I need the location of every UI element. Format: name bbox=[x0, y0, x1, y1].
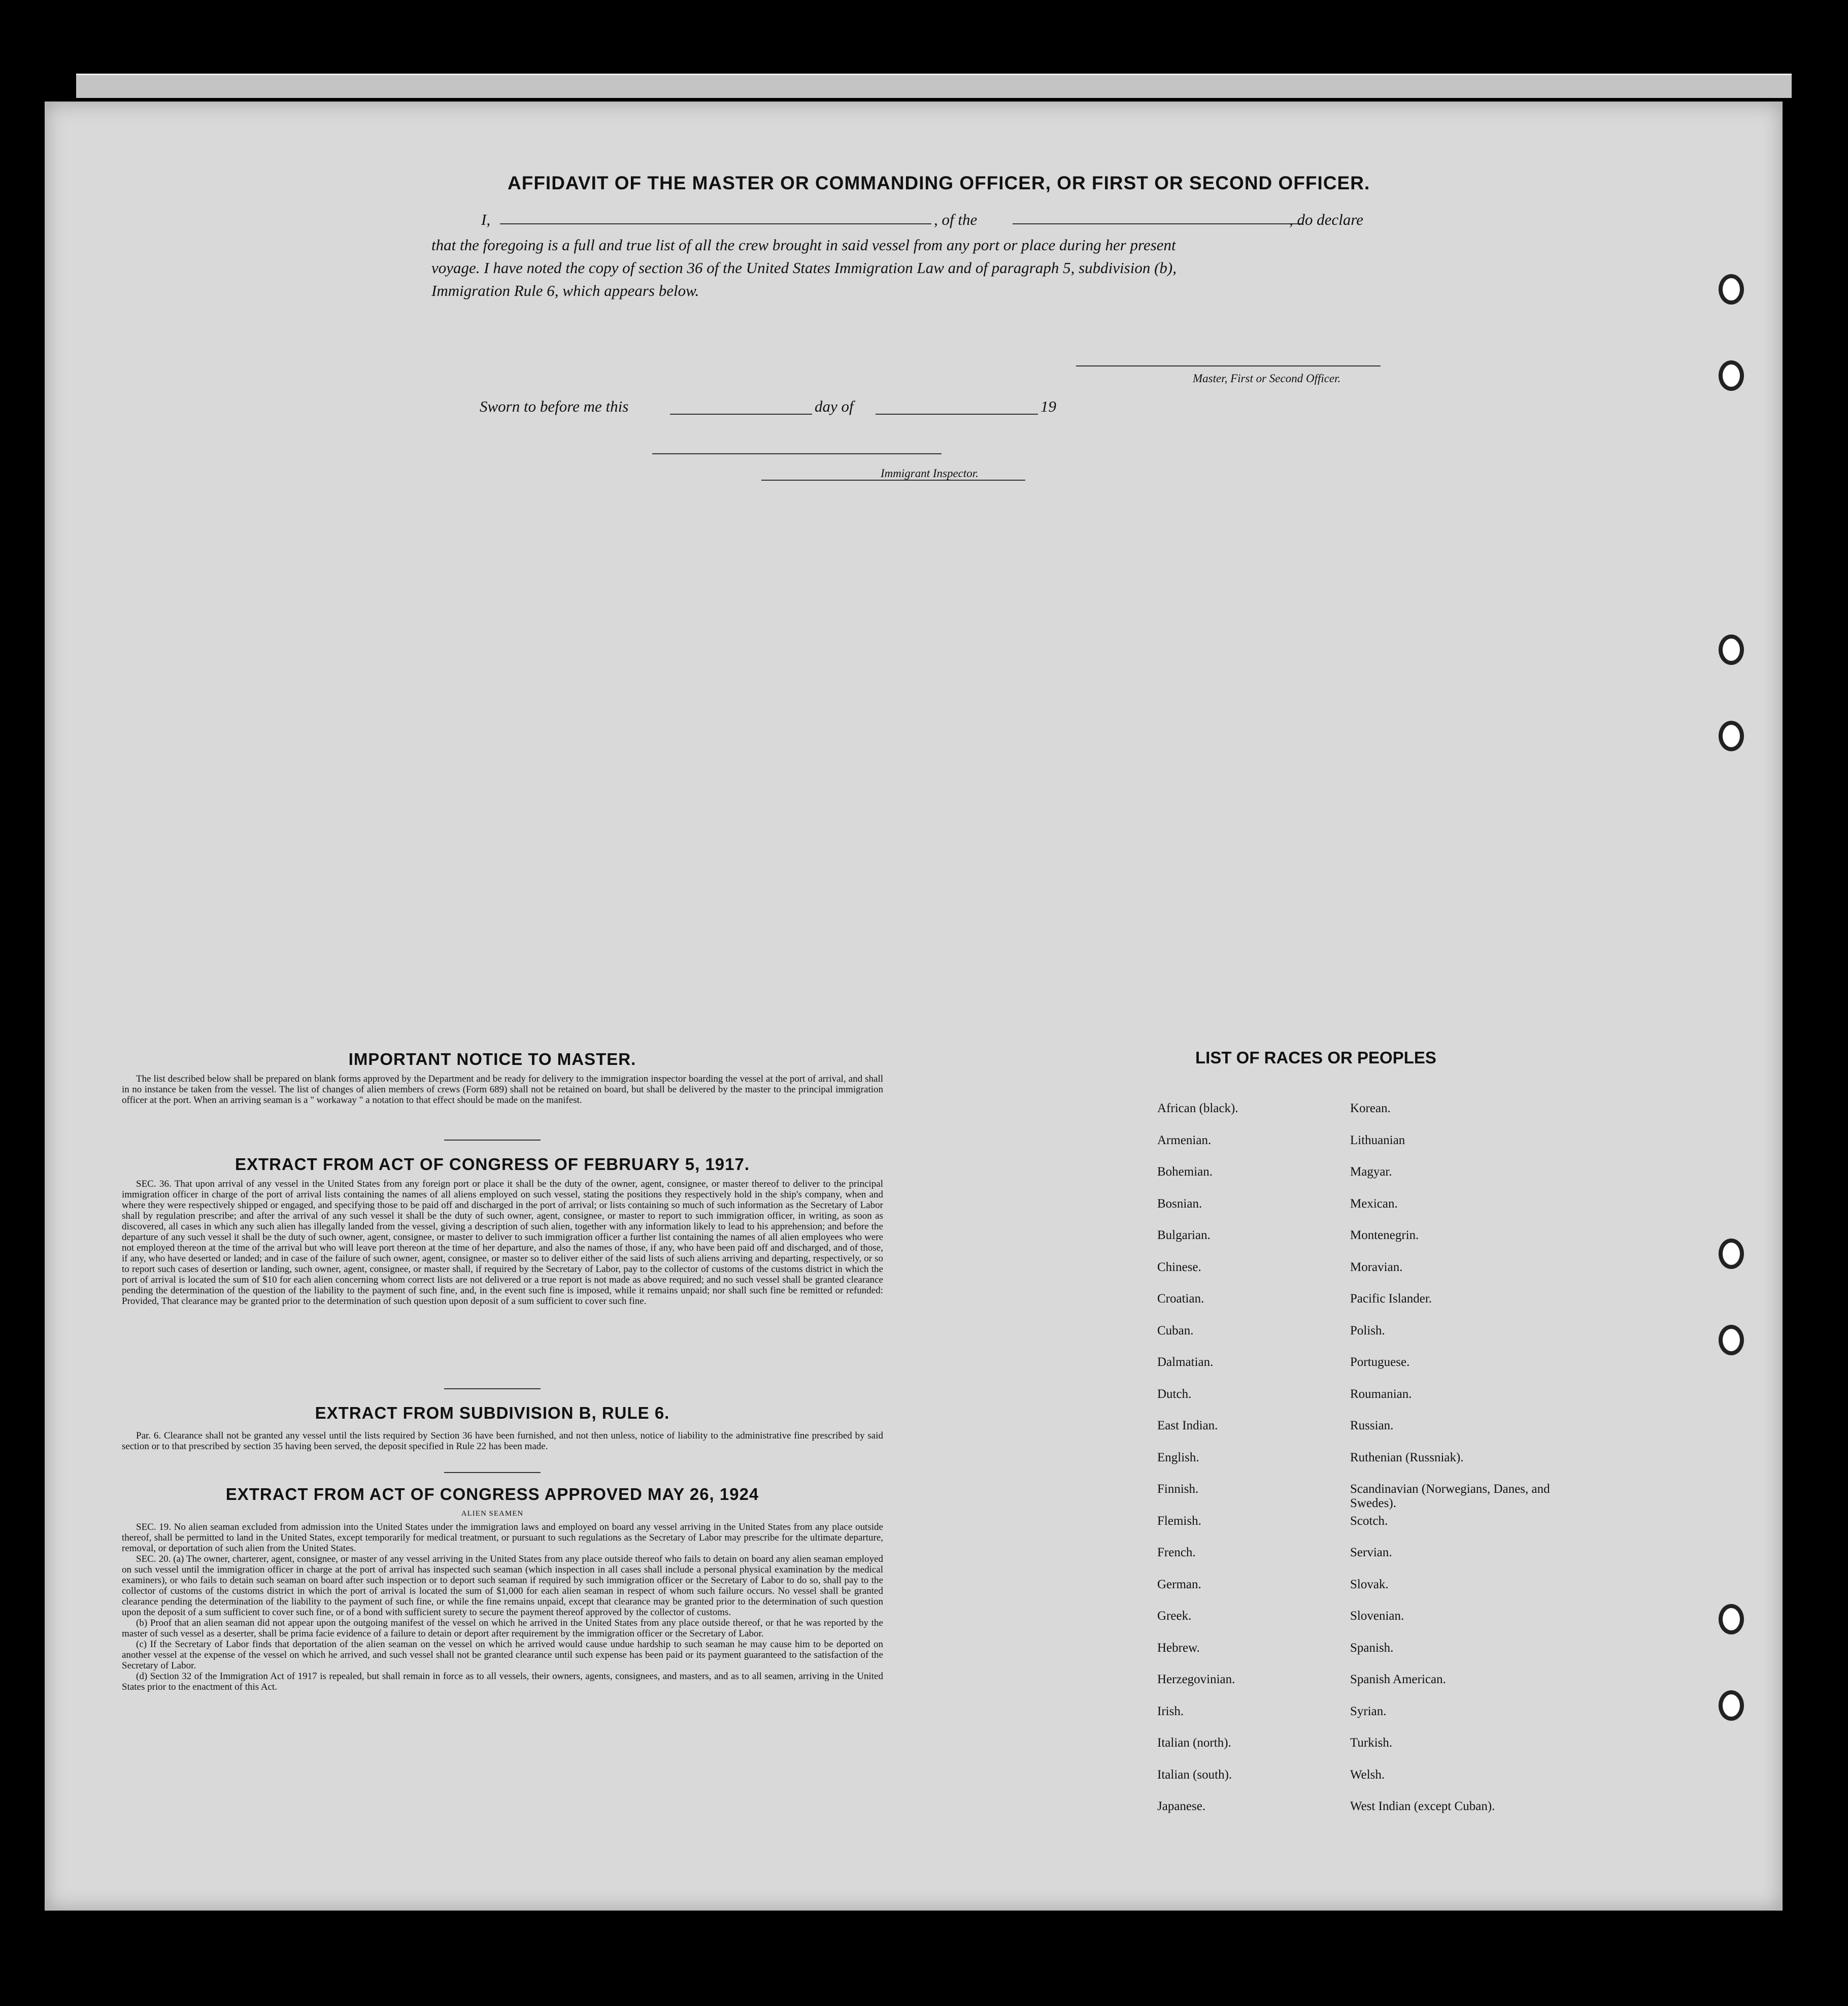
race-item: Spanish. bbox=[1350, 1641, 1394, 1655]
race-item: East Indian. bbox=[1157, 1419, 1218, 1432]
races-list-left bbox=[1157, 1101, 1340, 1831]
race-item: Korean. bbox=[1350, 1101, 1391, 1115]
extract-1917-text bbox=[122, 1179, 883, 1307]
race-item: Magyar. bbox=[1350, 1165, 1392, 1179]
extract-1917-paragraph: SEC. 36. That upon arrival of any vessel in the United States from any foreign port or place it shall be the duty of the owner, agent, consignee, or master thereof to deliver to the principal immigration officer in charge of the port of arrival lists containing the names of all aliens employed on such vessel, stating the positions they respectively hold in the ship's company, when and where they were respectively shipped or engaged, and specifying those to be paid off and discharged in the port of arrival; or lists containing so much of such information as the Secretary of Labor shall by regulation prescribe; and after the arrival of any such vessel it shall be the duty of such owner, agent, consignee, or master to report to such immigration officer, in writing, as soon as discovered, all cases in which any such alien has illegally landed from the vessel, giving a description of such alien, together with any information likely to lead to his apprehension; and before the departure of any such vessel it shall be the duty of such owner, agent, consignee, or master to deliver to such immigration officer a further list containing the names of all alien employees who were not employed thereon at the time of the arrival but who will leave port thereon at the time of her departure, and also the names of those, if any, who have been paid off and discharged, and of those, if any, who have deserted or landed; and in case of the failure of such owner, agent, consignee, or master so to deliver either of the said lists of such aliens arriving and departing, respectively, or so to report such cases of desertion or landing, such owner, agent, consignee, or master shall, if required by the Secretary of Labor, pay to the collector of customs of the customs district in which the port of arrival is located the sum of $10 for each alien concerning whom correct lists are not delivered or a true report is not made as above required; and no such vessel shall be granted clearance pending the determination of the question of the liability to the payment of such fine, and, in the event such fine is imposed, while it remains unpaid; nor shall such fine be remitted or refunded: Provided, That clearance may be granted prior to the determination of such question upon deposit of a sum sufficient to cover such fine. bbox=[122, 1179, 883, 1307]
section-divider bbox=[444, 1140, 541, 1141]
race-item: Greek. bbox=[1157, 1609, 1192, 1623]
extract-rule6-paragraph: Par. 6. Clearance shall not be granted any vessel until the lists required by Section 36 have been furnished, and not then unless, notice of liability to the administrative fine prescribed by said section or to that prescribed by section 35 having been served, the deposit specified in Rule 22 has been made. bbox=[122, 1430, 883, 1452]
race-item: Croatian. bbox=[1157, 1292, 1204, 1306]
sworn-month-line bbox=[876, 414, 1038, 415]
vessel-name-line bbox=[1013, 223, 1302, 224]
race-item: Roumanian. bbox=[1350, 1387, 1412, 1401]
extract-1917-title: EXTRACT FROM ACT OF CONGRESS OF FEBRUARY 5, 1917. bbox=[234, 1155, 750, 1174]
affidavit-line-1: that the foregoing is a full and true list of all the crew brought in said vessel from any port or place during her present bbox=[431, 236, 1176, 254]
extract-1924-sec20a: SEC. 20. (a) The owner, charterer, agent, consignee, or master of any vessel arriving in the United States from any place outside thereof who fails to detain on board any alien seaman employed on such vessel until the immigration officer in charge at the port of arrival has inspected such seaman (which inspection in all cases shall include a personal physical examination by the medical examiners), or who fails to detain such seaman on board after such inspection or to deport such seaman if required by such immigration officer or the Secretary of Labor to do so, shall pay to the collector of customs of the customs district in which the port of arrival is located the sum of $1,000 for each alien seaman in respect of whom such failure occurs. No vessel shall be granted clearance pending the determination of the liability to the payment of such fine, or while the fine remains unpaid, except that clearance may be granted prior to the determination of such question upon the deposit of a sum sufficient to cover such fine, or of a bond with sufficient surety to secure the payment thereof approved by the collector of customs. bbox=[122, 1554, 883, 1618]
extract-1924-subtitle: ALIEN SEAMEN bbox=[461, 1510, 524, 1518]
extract-1924-title: EXTRACT FROM ACT OF CONGRESS APPROVED MAY 26, 1924 bbox=[225, 1485, 759, 1503]
race-item: Portuguese. bbox=[1350, 1355, 1410, 1369]
race-item: Herzegovinian. bbox=[1157, 1673, 1235, 1686]
notice-text bbox=[122, 1074, 883, 1106]
race-item: Cuban. bbox=[1157, 1323, 1194, 1338]
inspector-label: Immigrant Inspector. bbox=[881, 467, 979, 480]
sworn-text: Sworn to before me this bbox=[480, 397, 629, 415]
race-item: Servian. bbox=[1350, 1546, 1392, 1559]
race-item: Russian. bbox=[1350, 1419, 1394, 1432]
extract-rule6-text bbox=[122, 1430, 883, 1452]
race-item: Bulgarian. bbox=[1157, 1228, 1211, 1242]
race-item: Moravian. bbox=[1350, 1260, 1403, 1274]
punch-hole bbox=[1719, 1690, 1744, 1721]
race-item: Scandinavian (Norwegians, Danes, and Swedes). bbox=[1350, 1482, 1550, 1510]
race-item: Scotch. bbox=[1350, 1514, 1388, 1528]
race-item: Bosnian. bbox=[1157, 1196, 1202, 1211]
inspector-signature-line bbox=[652, 453, 942, 454]
master-signature-label: Master, First or Second Officer. bbox=[1193, 372, 1341, 385]
race-item: Flemish. bbox=[1157, 1514, 1201, 1528]
race-item: Pacific Islander. bbox=[1350, 1292, 1432, 1306]
race-item: Slovenian. bbox=[1350, 1609, 1404, 1623]
race-item: Italian (south). bbox=[1157, 1767, 1232, 1782]
affidavit-title: AFFIDAVIT OF THE MASTER OR COMMANDING OFFICER, OR FIRST OR SECOND OFFICER. bbox=[508, 173, 1370, 193]
race-item: Polish. bbox=[1350, 1323, 1385, 1338]
race-item: Ruthenian (Russniak). bbox=[1350, 1450, 1464, 1464]
sworn-year: 19 bbox=[1040, 397, 1056, 415]
notice-title: IMPORTANT NOTICE TO MASTER. bbox=[348, 1050, 636, 1068]
races-title: LIST OF RACES OR PEOPLES bbox=[1195, 1048, 1436, 1067]
race-item: Syrian. bbox=[1350, 1704, 1387, 1718]
sworn-day-of: day of bbox=[815, 397, 854, 415]
race-item: German. bbox=[1157, 1577, 1201, 1591]
section-divider bbox=[444, 1388, 541, 1389]
race-item: Lithuanian bbox=[1350, 1133, 1405, 1147]
race-item: Hebrew. bbox=[1157, 1641, 1200, 1655]
officer-name-line bbox=[500, 223, 931, 224]
affidavit-line-2: voyage. I have noted the copy of section 36 of the United States Immigration Law and of paragraph 5, subdivision (b), bbox=[431, 259, 1177, 277]
page-edge-strip bbox=[76, 74, 1792, 98]
affidavit-do-declare: , do declare bbox=[1289, 211, 1364, 228]
race-item: Italian (north). bbox=[1157, 1736, 1231, 1750]
race-item: Chinese. bbox=[1157, 1260, 1201, 1274]
section-divider bbox=[444, 1472, 541, 1473]
race-item: French. bbox=[1157, 1546, 1196, 1559]
notice-paragraph: The list described below shall be prepared on blank forms approved by the Department and be ready for delivery to the immigration inspector boarding the vessel at the port of arrival, and shall in no instance be taken from the vessel. The list of changes of alien members of crews (Form 689) shall not be retained on board, but shall be delivered by the master to the principal immigration officer at the port. When an arriving seaman is a " workaway " a notation to that effect should be made on the manifest. bbox=[122, 1074, 883, 1106]
races-list-right bbox=[1350, 1101, 1553, 1831]
race-item: Mexican. bbox=[1350, 1196, 1398, 1211]
race-item: West Indian (except Cuban). bbox=[1350, 1799, 1495, 1813]
race-item: Dutch. bbox=[1157, 1387, 1192, 1401]
punch-hole bbox=[1719, 360, 1744, 391]
punch-hole bbox=[1719, 634, 1744, 665]
affidavit-line-3: Immigration Rule 6, which appears below. bbox=[431, 282, 699, 299]
race-item: English. bbox=[1157, 1450, 1199, 1464]
race-item: Armenian. bbox=[1157, 1133, 1212, 1147]
punch-hole bbox=[1719, 1325, 1744, 1355]
extract-1924-sec20d: (d) Section 32 of the Immigration Act of 1917 is repealed, but shall remain in force as to all vessels, their owners, agents, consignees, and masters, and as to all seamen, arriving in the United States prior to the enactment of this Act. bbox=[122, 1671, 883, 1692]
punch-hole bbox=[1719, 721, 1744, 751]
sworn-day-line bbox=[670, 414, 812, 415]
extract-1924-text bbox=[122, 1522, 883, 1692]
race-item: Irish. bbox=[1157, 1704, 1184, 1718]
extract-rule6-title: EXTRACT FROM SUBDIVISION B, RULE 6. bbox=[315, 1403, 670, 1422]
race-item: African (black). bbox=[1157, 1101, 1238, 1115]
race-item: Spanish American. bbox=[1350, 1673, 1446, 1686]
affidavit-of-the: , of the bbox=[934, 211, 978, 228]
race-item: Turkish. bbox=[1350, 1736, 1393, 1750]
master-signature-line bbox=[1076, 365, 1381, 366]
race-item: Welsh. bbox=[1350, 1767, 1385, 1782]
race-item: Dalmatian. bbox=[1157, 1355, 1214, 1369]
race-item: Bohemian. bbox=[1157, 1165, 1213, 1179]
punch-hole bbox=[1719, 1604, 1744, 1634]
extract-1924-sec19: SEC. 19. No alien seaman excluded from admission into the United States under the immigration laws and employed on board any vessel arriving in the United States from any place outside thereof, shall be permitted to land in the United States, except temporarily for medical treatment, or pursuant to such regulations as the Secretary of Labor may prescribe for the ultimate departure, removal, or deportation of such alien from the United States. bbox=[122, 1522, 883, 1554]
affidavit-declare-i: I, bbox=[481, 211, 491, 228]
extract-1924-sec20c: (c) If the Secretary of Labor finds that deportation of the alien seaman on the vessel on which he arrived would cause undue hardship to such seaman he may cause him to be deported on another vessel at the expense of the vessel on which he arrived, and such vessel shall not be granted clearance until such expense has been paid or its payment guaranteed to the satisfaction of the Secretary of Labor. bbox=[122, 1639, 883, 1671]
extract-1924-sec20b: (b) Proof that an alien seaman did not appear upon the outgoing manifest of the vessel on which he arrived in the United States from any place outside thereof, or that he was reported by the master of such vessel as a deserter, shall be prima facie evidence of a failure to detain or deport after requirement by the immigration officer or the Secretary of Labor. bbox=[122, 1618, 883, 1639]
race-item: Montenegrin. bbox=[1350, 1228, 1419, 1242]
punch-hole bbox=[1719, 274, 1744, 305]
race-item: Japanese. bbox=[1157, 1799, 1206, 1813]
punch-hole bbox=[1719, 1239, 1744, 1269]
race-item: Slovak. bbox=[1350, 1577, 1389, 1591]
race-item: Finnish. bbox=[1157, 1482, 1199, 1496]
